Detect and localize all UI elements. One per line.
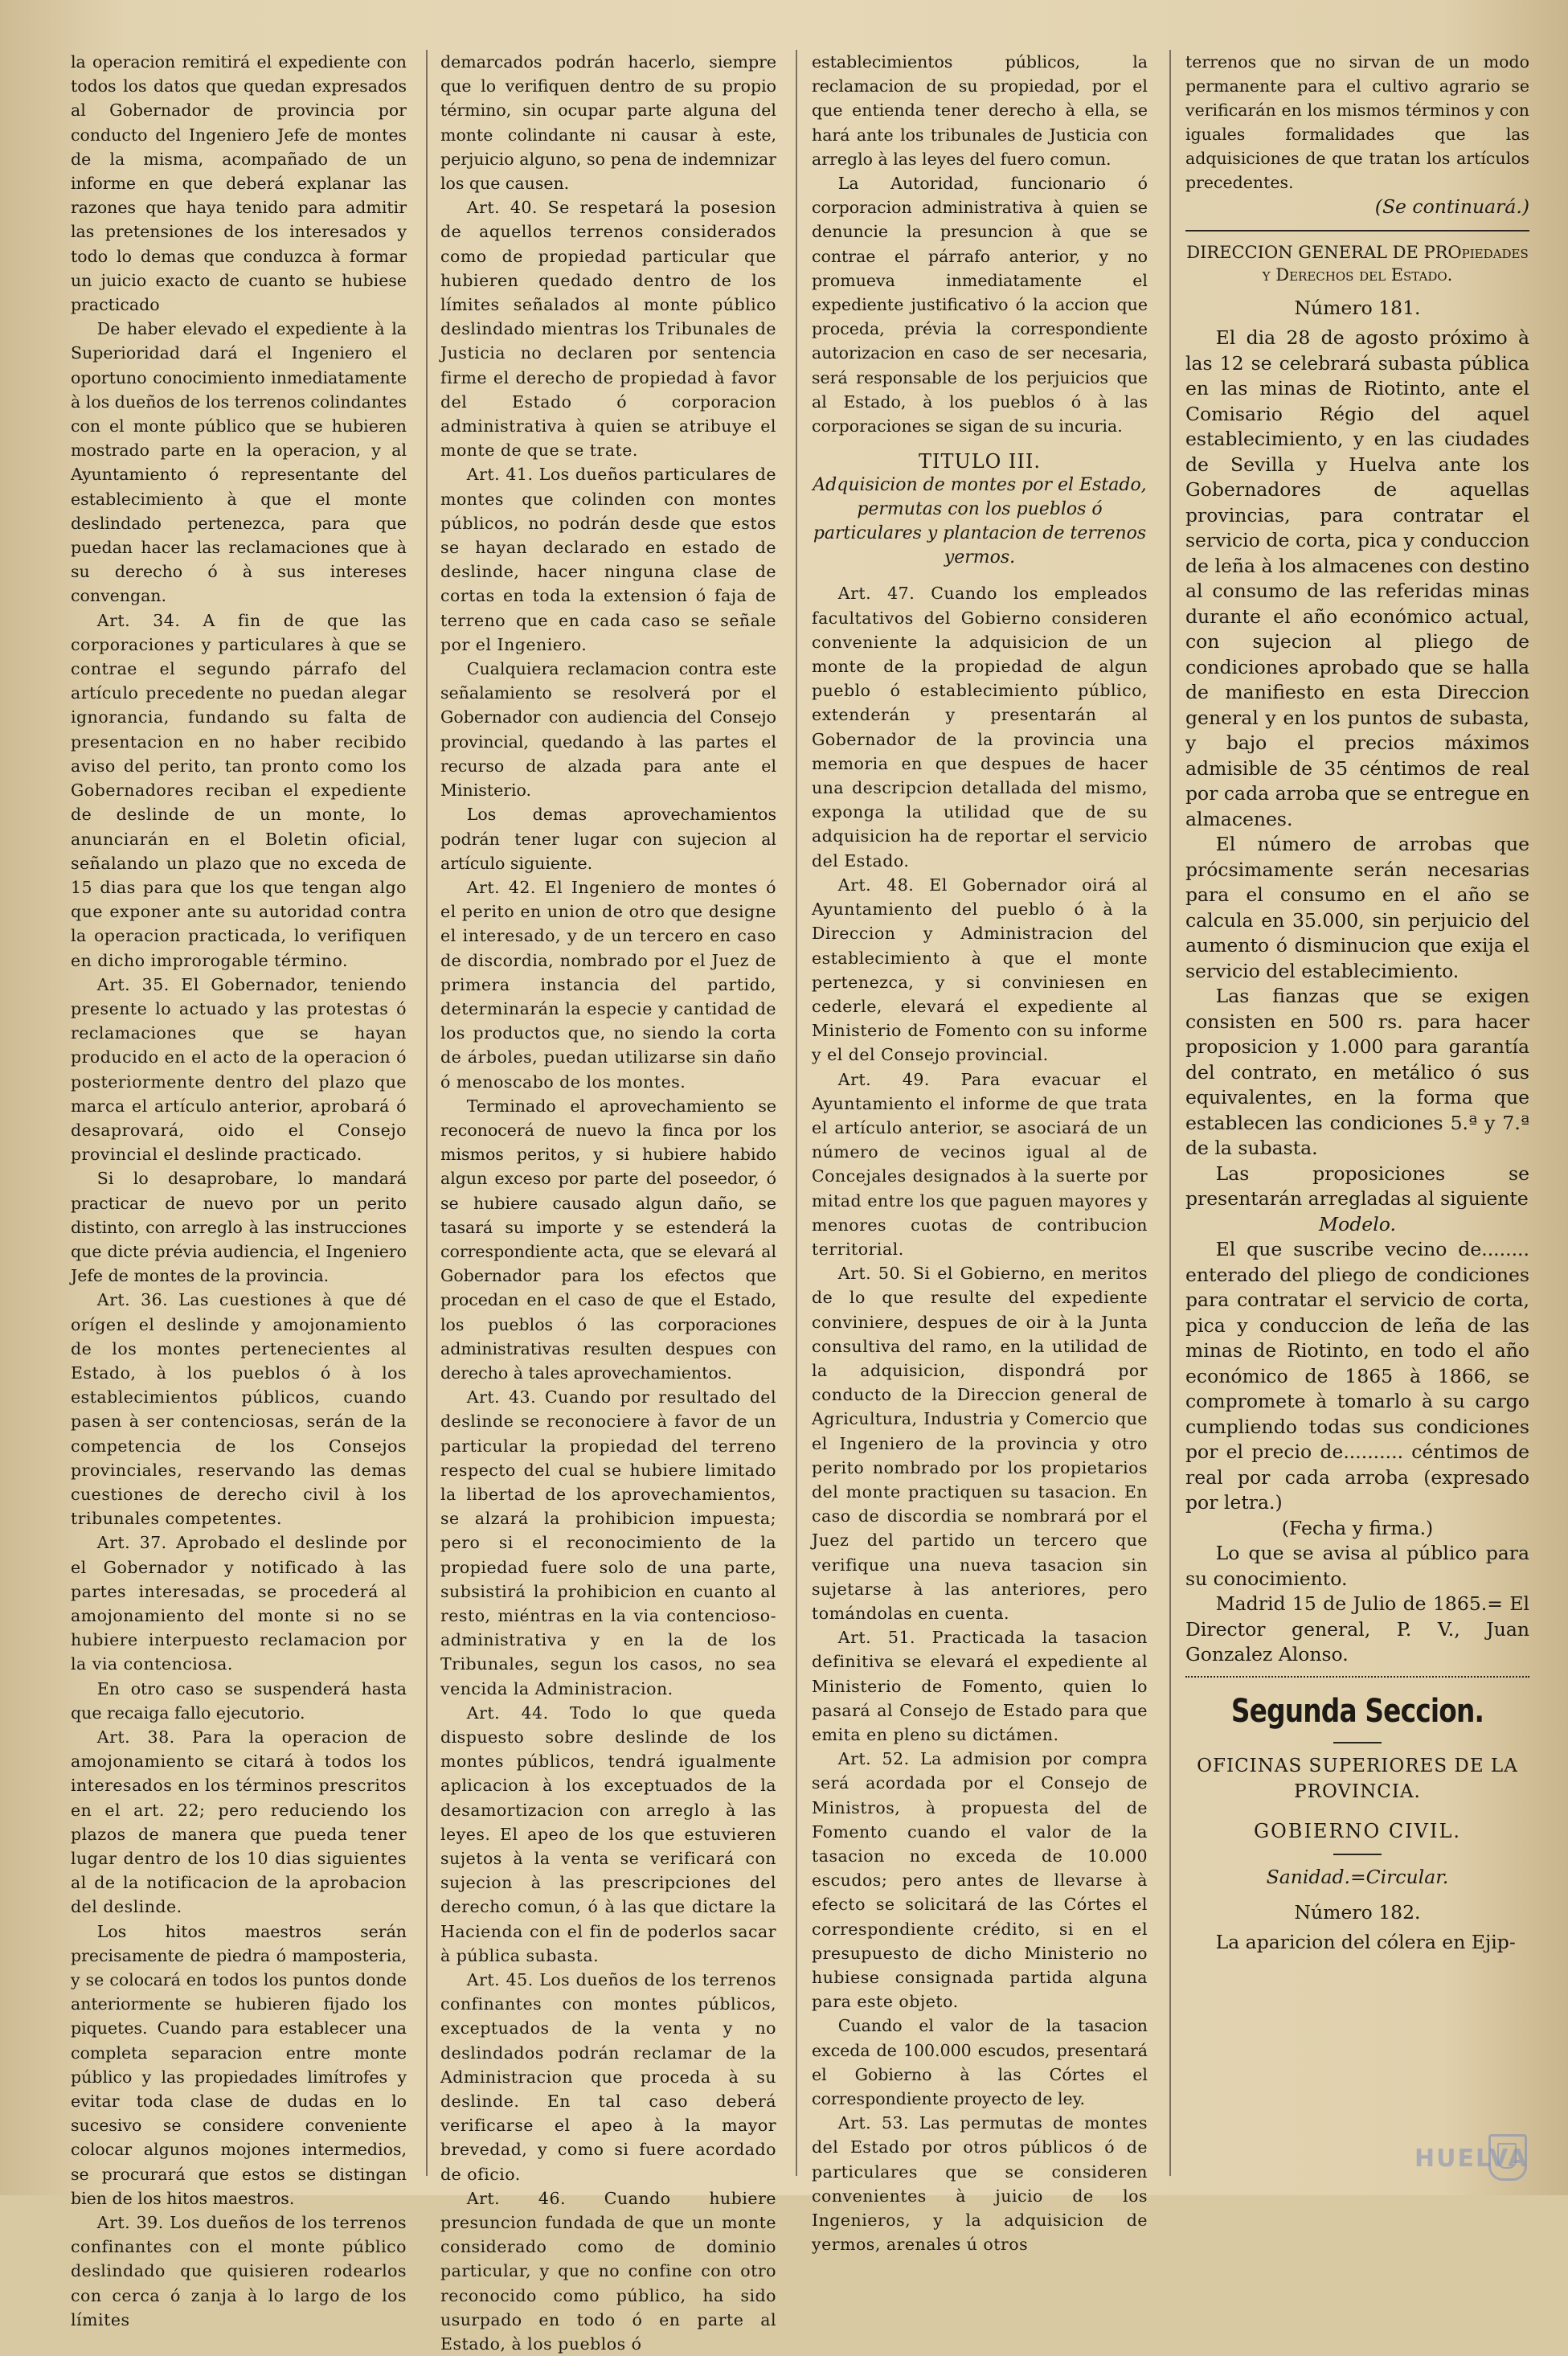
article-48: Art. 48. El Gobernador oirá al Ayuntamiento del pueblo ó à la Direccion y Administracion del establecimiento à que el monte pertenezca, y si conviniesen en cederle, elevará el expediente al Ministerio de Fomento con su informe y el del Consejo provincial. — [812, 875, 1148, 1065]
column-rule — [1169, 50, 1171, 2176]
article-45: Art. 45. Los dueños de los terrenos confinantes con montes públicos, exceptuados de la venta y no deslindados podrán reclamar de la Administracion que proceda à su deslinde. En tal caso deberá verificarse el apeo à la mayor brevedad, y como si fuere acordado de oficio. — [440, 1970, 776, 2184]
article-39: Art. 39. Los dueños de los terrenos confinantes con el monte público deslindado que quisieren rodearlos con cerca ó zanja à lo largo de los límites — [71, 2213, 407, 2329]
paragraph: Cuando el valor de la tasacion exceda de 100.000 escudos, presentará el Gobierno à las Córtes el correspondiente proyecto de ley. — [812, 2016, 1148, 2109]
divider — [1185, 1676, 1529, 1678]
article-40: Art. 40. Se respetará la posesion de aquellos terrenos considerados como de propiedad particular que hubieren quedado dentro de los límites señalados al monte público deslindado mientras los Tribunales de Justicia no declaren por sentencia firme el derecho de propiedad à favor del Estado ó corporacion administrativa à quien se atribuye el monte de que se trate. — [440, 198, 776, 461]
column-4 — [1185, 50, 1529, 2172]
article-37: Art. 37. Aprobado el deslinde por el Gobernador y notificado à las partes interesadas, se procederá al amojonamiento del monte si no se hubiere interpuesto reclamacion por la via contenciosa. — [71, 1533, 407, 1674]
watermark-label: HUELVA — [1414, 2145, 1529, 2173]
continuation-note: (Se continuará.) — [1374, 195, 1529, 218]
paragraph: Los demas aprovechamientos podrán tener lugar con sujecion al artículo siguiente. — [440, 805, 776, 873]
paragraph: Lo que se avisa al público para su conocimiento. — [1185, 1542, 1529, 1590]
article-53: Art. 53. Las permutas de montes del Estado por otros públicos ó de particulares que se consideren convenientes à juicio de los Ingenieros, y la adquisicion de yermos, arenales ú otros — [812, 2113, 1148, 2255]
divider — [1185, 230, 1529, 232]
circular-heading: Sanidad.=Circular. — [1266, 1866, 1449, 1888]
article-36: Art. 36. Las cuestiones à que dé orígen el deslinde y amojonamiento de los montes pertenecientes al Estado, à los pueblos ó à los establecimientos públicos, cuando pasen à ser contenciosas, serán de la competencia de los Consejos provinciales, reservando las demas cuestiones de derecho civil à los tribunales competentes. — [71, 1290, 407, 1529]
article-46: Art. 46. Cuando hubiere presuncion fundada de que un monte considerado como de dominio particular, y que no confine con otro reconocido como público, ha sido usurpado en todo ó en parte al Estado, à los pueblos ó — [440, 2188, 776, 2354]
column-1 — [71, 50, 407, 2329]
paragraph: Si lo desaprobare, lo mandará practicar de nuevo por un perito distinto, con arreglo à las instrucciones que dicte prévia audiencia, el Ingeniero Jefe de montes de la provincia. — [71, 1169, 407, 1286]
office-heading: OFICINAS SUPERIORES DE LA PROVINCIA. — [1197, 1755, 1518, 1802]
paragraph: demarcados podrán hacerlo, siempre que lo verifiquen dentro de su propio término, sin ocupar parte alguna del monte colindante ni causar à este, perjuicio alguno, so pena de indemnizar los que causen. — [440, 52, 776, 194]
paragraph: la operacion remitirá el expediente con todos los datos que quedan expresados al Gobernador de provincia por conducto del Ingeniero Jefe de montes de la misma, acompañado de un informe en que deberá explanar las razones que haya tenido para admitir las pretensiones de los interesados y todo lo demas que conduzca à formar un juicio exacto de cuanto se hubiese practicado — [71, 52, 407, 315]
column-3 — [812, 50, 1148, 2255]
section-heading: Segunda Seccion. — [1230, 1692, 1484, 1730]
paragraph: La Autoridad, funcionario ó corporacion administrativa à quien se denuncie la presuncion à que se contrae el párrafo anterior, y no promueva inmediatamente el expediente justificativo ó la accion que proceda, prévia la correspondiente autorizacion en caso de ser necesaria, será responsable de los perjuicios que al Estado, à los pueblos ó à las corporaciones se sigan de su incuria. — [812, 174, 1148, 436]
article-42: Art. 42. El Ingeniero de montes ó el perito en union de otro que designe el interesado, y de un tercero en caso de discordia, nombrado por el Juez de primera instancia del partido, determinarán la especie y cantidad de los productos que, no siendo la corta de árboles, puedan utilizarse sin daño ó menoscabo de los montes. — [440, 877, 776, 1092]
section-subtitle: Adquisicion de montes por el Estado, permutas con los pueblos ó particulares y plantacion de terrenos yermos. — [813, 475, 1147, 568]
article-47: Art. 47. Cuando los empleados facultativos del Gobierno consideren conveniente la adquisicion de un monte de la propiedad de algun pueblo ó establecimiento público, extenderán y presentarán al Gobernador de la provincia una memoria en que despues de hacer una descripcion detallada del mismo, exponga la utilidad que de su adquisicion ha de reportar el servicio del Estado. — [812, 584, 1148, 871]
paragraph: Cualquiera reclamacion contra este señalamiento se resolverá por el Gobernador con audiencia del Consejo provincial, quedando à las partes el recurso de alzada para ante el Ministerio. — [440, 659, 776, 801]
article-35: Art. 35. El Gobernador, teniendo presente lo actuado y las protestas ó reclamaciones que se hayan producido en el acto de la operacion ó posteriormente dentro del plazo que marca el artículo anterior, aprobará ó desaprovará, oido el Consejo provincial el deslinde practicado. — [71, 974, 407, 1165]
government-heading: GOBIERNO CIVIL. — [1253, 1819, 1462, 1842]
column-2 — [440, 50, 776, 2354]
article-49: Art. 49. Para evacuar el Ayuntamiento el informe de que trata el artículo anterior, se asociará de un número de vecinos igual al de Concejales designados à la suerte por mitad entre los que paguen mayores y menores cuotas de contribucion territorial. — [812, 1069, 1148, 1259]
article-44: Art. 44. Todo lo que queda dispuesto sobre deslinde de los montes públicos, tendrá igualmente aplicacion à los exceptuados de la desamortizacion con arreglo à las leyes. El apeo de los que estuvieren sujetos à la venta se verificará con sujecion à las prescripciones del derecho comun, ó à las que dictare la Hacienda con el fin de poderlos sacar à pública subasta. — [440, 1702, 776, 1965]
article-34: Art. 34. A fin de que las corporaciones y particulares à que se contrae el segundo párrafo del artículo precedente no puedan alegar ignorancia, fundando su falta de presentacion en no haber recibido aviso del perito, tan pronto como los Gobernadores reciban el expediente de deslinde de un monte, lo anunciarán en el Boletin oficial, señalando un plazo que no exceda de 15 dias para que los que tengan algo que exponer ante su autoridad contra la operacion practicada, lo verifiquen en dicho improrogable término. — [71, 610, 407, 970]
article-41: Art. 41. Los dueños particulares de montes que colinden con montes públicos, no podrán desde que estos se hayan declarado en estado de deslinde, hacer ninguna clase de cortas en toda la extension ó faja de terreno que en cada caso se señale por el Ingeniero. — [440, 465, 776, 654]
article-50: Art. 50. Si el Gobierno, en meritos de lo que resulte del expediente conviniere, despues de oir à la Junta consultiva del ramo, en la utilidad de la adquisicion, dispondrá por conducto de la Direccion general de Agricultura, Industria y Comercio que el Ingeniero de la provincia y otro perito nombrado por los propietarios del monte practiquen su tasacion. En caso de discordia se nombrará por el Juez del partido un tercero que verifique una nueva tasacion sin sujetarse à las anteriores, pero tomándolas en cuenta. — [812, 1264, 1148, 1623]
paragraph: Las fianzas que se exigen consisten en 500 rs. para hacer proposicion y 1.000 para garantía del contrato, en metálico ó sus equivalentes, en la forma que establecen las condiciones 5.ª y 7.ª de la subasta. — [1185, 985, 1529, 1159]
column-rule — [426, 50, 428, 2176]
notice-number: Número 181. — [1294, 296, 1421, 319]
section-title: TITULO III. — [918, 450, 1042, 473]
paragraph: Los hitos maestros serán precisamente de piedra ó mamposteria, y se colocará en todos los puntos donde anteriormente se hubieren fijado los piquetes. Cuando para establecer una completa separacion entre monte público y las propiedades limítrofes y evitar toda clase de dudas en lo sucesivo se considere conveniente colocar algunos mojones intermedios, se procurará que estos se distingan bien de los hitos maestros. — [71, 1921, 407, 2208]
paragraph: establecimientos públicos, la reclamacion de su propiedad, por el que entienda tener derecho à ella, se hará ante los tribunales de Justicia con arreglo à las leyes del fuero comun. — [812, 52, 1148, 169]
signature-paragraph: Madrid 15 de Julio de 1865.= El Director general, P. V., Juan Gonzalez Alonso. — [1185, 1592, 1529, 1666]
paragraph: En otro caso se suspenderá hasta que recaiga fallo ejecutorio. — [71, 1678, 407, 1723]
paragraph: El que suscribe vecino de........ enterado del pliego de condiciones para contratar el servicio de corta, pica y conduccion de leña de las minas de Riotinto, en todo el año económico de 1865 à 1866, se compromete à tomarlo à su cargo cumpliendo todas sus condiciones por el precio de.......... céntimos de real por cada arroba (expresado por letra.) — [1185, 1238, 1529, 1514]
date-signature-line: (Fecha y firma.) — [1281, 1516, 1434, 1539]
notice-number: Número 182. — [1294, 1900, 1421, 1924]
article-52: Art. 52. La admision por compra será acordada por el Consejo de Ministros, à propuesta del de Fomento cuando el valor de la tasacion no exceda de 10.000 escudos; pero antes de llevarse à efecto se solicitará de las Córtes el correspondiente crédito, si en el presupuesto de dicho Ministerio no hubiese consignada partida alguna para este objeto. — [812, 1749, 1148, 2012]
divider — [1333, 1854, 1382, 1855]
paragraph: terrenos que no sirvan de un modo permanente para el cultivo agrario se verificarán en los mismos términos y con iguales formalidades que las adquisiciones de que tratan los artículos precedentes. — [1185, 52, 1529, 192]
paragraph: El número de arrobas que prócsimamente serán necesarias para el consumo en el año se calcula en 35.000, sin perjuicio del aumento ó disminucion que exija el servicio del establecimiento. — [1185, 833, 1529, 982]
paragraph: De haber elevado el expediente à la Superioridad dará el Ingeniero el oportuno conocimiento inmediatamente à los dueños de los terrenos colindantes con el monte público que se hubieren mostrado parte en la operacion, y al Ayuntamiento ó representante del establecimiento à que el monte deslindado pertenezca, para que puedan hacer las reclamaciones que à su derecho ó à sus intereses convengan. — [71, 319, 407, 606]
article-51: Art. 51. Practicada la tasacion definitiva se elevará el expediente al Ministerio de Fomento, quien lo pasará al Consejo de Estado para que emita en pleno su dictámen. — [812, 1628, 1148, 1744]
column-rule — [796, 50, 797, 2176]
divider — [1333, 1742, 1382, 1743]
paragraph: La aparicion del cólera en Ejip- — [1215, 1931, 1516, 1953]
article-38: Art. 38. Para la operacion de amojonamiento se citará à todos los interesados en los términos prescritos en el art. 22; pero reduciendo los plazos de manera que pueda tener lugar dentro de los 10 dias siguientes al de la notificacion de la aprobacion del deslinde. — [71, 1727, 407, 1917]
article-43: Art. 43. Cuando por resultado del deslinde se reconociere à favor de un particular la propiedad del terreno respecto del cual se hubiere limitado la libertad de los aprovechamientos, se alzará la prohibicion impuesta; pero si el reconocimiento de la propiedad fuere solo de una parte, subsistirá la prohibicion en cuanto al resto, miéntras en la via contencioso-administrativa y en la de los Tribunales, segun los casos, no sea vencida la Administracion. — [440, 1387, 776, 1698]
paragraph: Terminado el aprovechamiento se reconocerá de nuevo la finca por los mismos peritos, y si hubiere habido algun exceso por parte del poseedor, ó se hubiere causado algun daño, se tasará su importe y se estenderá la correspondiente acta, que se elevará al Gobernador para los efectos que procedan en el caso de que el Estado, los pueblos ó las corporaciones administrativas resulten despues con derecho à tales aprovechamientos. — [440, 1096, 776, 1383]
department-heading: DIRECCION GENERAL DE PROpiedades y Derechos del Estado. — [1186, 242, 1529, 285]
paragraph: Las proposiciones se presentarán arregladas al siguiente — [1185, 1162, 1529, 1210]
paragraph: El dia 28 de agosto próximo à las 12 se celebrará subasta pública en las minas de Riotinto, ante el Comisario Régio del aquel establecimiento, y en las ciudades de Sevilla y Huelva ante los Gobernadores de aquellas provincias, para contratar el servicio de corta, pica y conduccion de leña à los almacenes con destino al consumo de las referidas minas durante el año económico actual, con sujecion al pliego de condiciones aprobado que se halla de manifiesto en esta Direccion general y en los puntos de subasta, y bajo el precios máximos admisible de 35 céntimos de real por cada arroba que se entregue en almacenes. — [1185, 326, 1529, 830]
model-heading: Modelo. — [1319, 1212, 1396, 1235]
